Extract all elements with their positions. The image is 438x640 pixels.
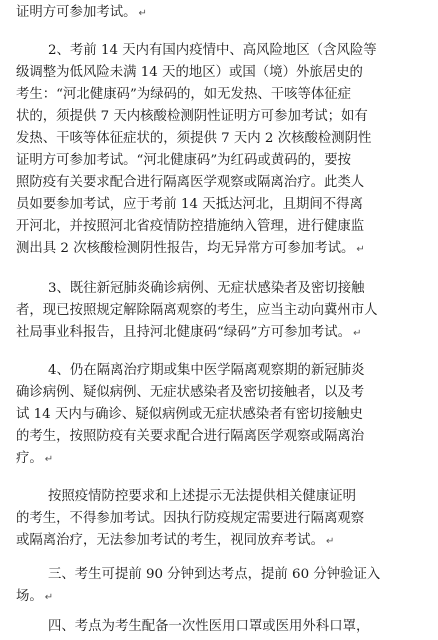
text-line: 员如要参加考试，应于考前 14 天抵达河北，且期间不得离	[16, 197, 363, 212]
text-line: 测出具 2 次核酸检测阴性报告，均无异常方可参加考试。 ↵	[16, 241, 365, 256]
text-line: 级调整为低风险未满 14 天的地区）或国（境）外旅居史的	[16, 65, 363, 80]
text-line: 的考生，按照防疫有关要求配合进行隔离医学观察或隔离治	[16, 429, 365, 444]
text-line: 照防疫有关要求配合进行隔离医学观察或隔离治疗。此类人	[16, 175, 365, 190]
text-line: 者，现已按照规定解除隔离观察的考生，应当主动向冀州市人	[16, 303, 378, 318]
text-line: 四、考点为考生配备一次性医用口罩或医用外科口罩，	[48, 619, 370, 634]
text-line: 社局事业科报告，且持河北健康码“绿码”方可参加考试。 ↵	[16, 325, 362, 340]
paragraph-mark-icon: ↵	[353, 328, 362, 339]
text-line: 的考生，不得参加考试。因执行防疫规定需要进行隔离观察	[16, 511, 365, 526]
text-line: 2、考前 14 天内有国内疫情中、高风险地区（含风险等	[48, 43, 377, 58]
text-line: 按照疫情防控要求和上述提示无法提供相关健康证明	[48, 489, 356, 504]
text-line: 疗。 ↵	[16, 451, 54, 466]
text-line: 状的，须提供 7 天内核酸检测阴性证明方可参加考试；如有	[16, 109, 368, 124]
text-line: 三、考生可提前 90 分钟到达考点，提前 60 分钟验证入	[48, 567, 381, 582]
text-line: 试 14 天内与确诊、疑似病例或无症状感染者有密切接触史	[16, 407, 363, 422]
text-line: 4、仍在隔离治疗期或集中医学隔离观察期的新冠肺炎	[48, 363, 365, 378]
text-line: 开河北，并按照河北省疫情防控措施纳入管理，进行健康监	[16, 219, 365, 234]
paragraph-mark-icon: ↵	[44, 454, 54, 465]
paragraph-mark-icon: ↵	[138, 8, 147, 19]
text-line: 确诊病例、疑似病例、无症状感染者及密切接触者，以及考	[16, 385, 365, 400]
text-line: 考生：“河北健康码”为绿码的，如无发热、干咳等体征症	[16, 87, 352, 102]
paragraph-mark-icon: ↵	[356, 244, 365, 255]
text-line: 发热、干咳等体征症状的，须提供 7 天内 2 次核酸检测阴性	[16, 131, 372, 146]
text-line: 3、既往新冠肺炎确诊病例、无症状感染者及密切接触	[48, 281, 365, 296]
text-line: 证明方可参加考试。“河北健康码”为红码或黄码的，要按	[16, 153, 352, 168]
paragraph-mark-icon: ↵	[325, 536, 335, 547]
text-line: 或隔离治疗，无法参加考试的考生，视同放弃考试。 ↵	[16, 533, 335, 548]
text-line: 场。 ↵	[16, 589, 54, 604]
text-line: 证明方可参加考试。 ↵	[16, 5, 147, 20]
paragraph-mark-icon: ↵	[44, 592, 54, 603]
